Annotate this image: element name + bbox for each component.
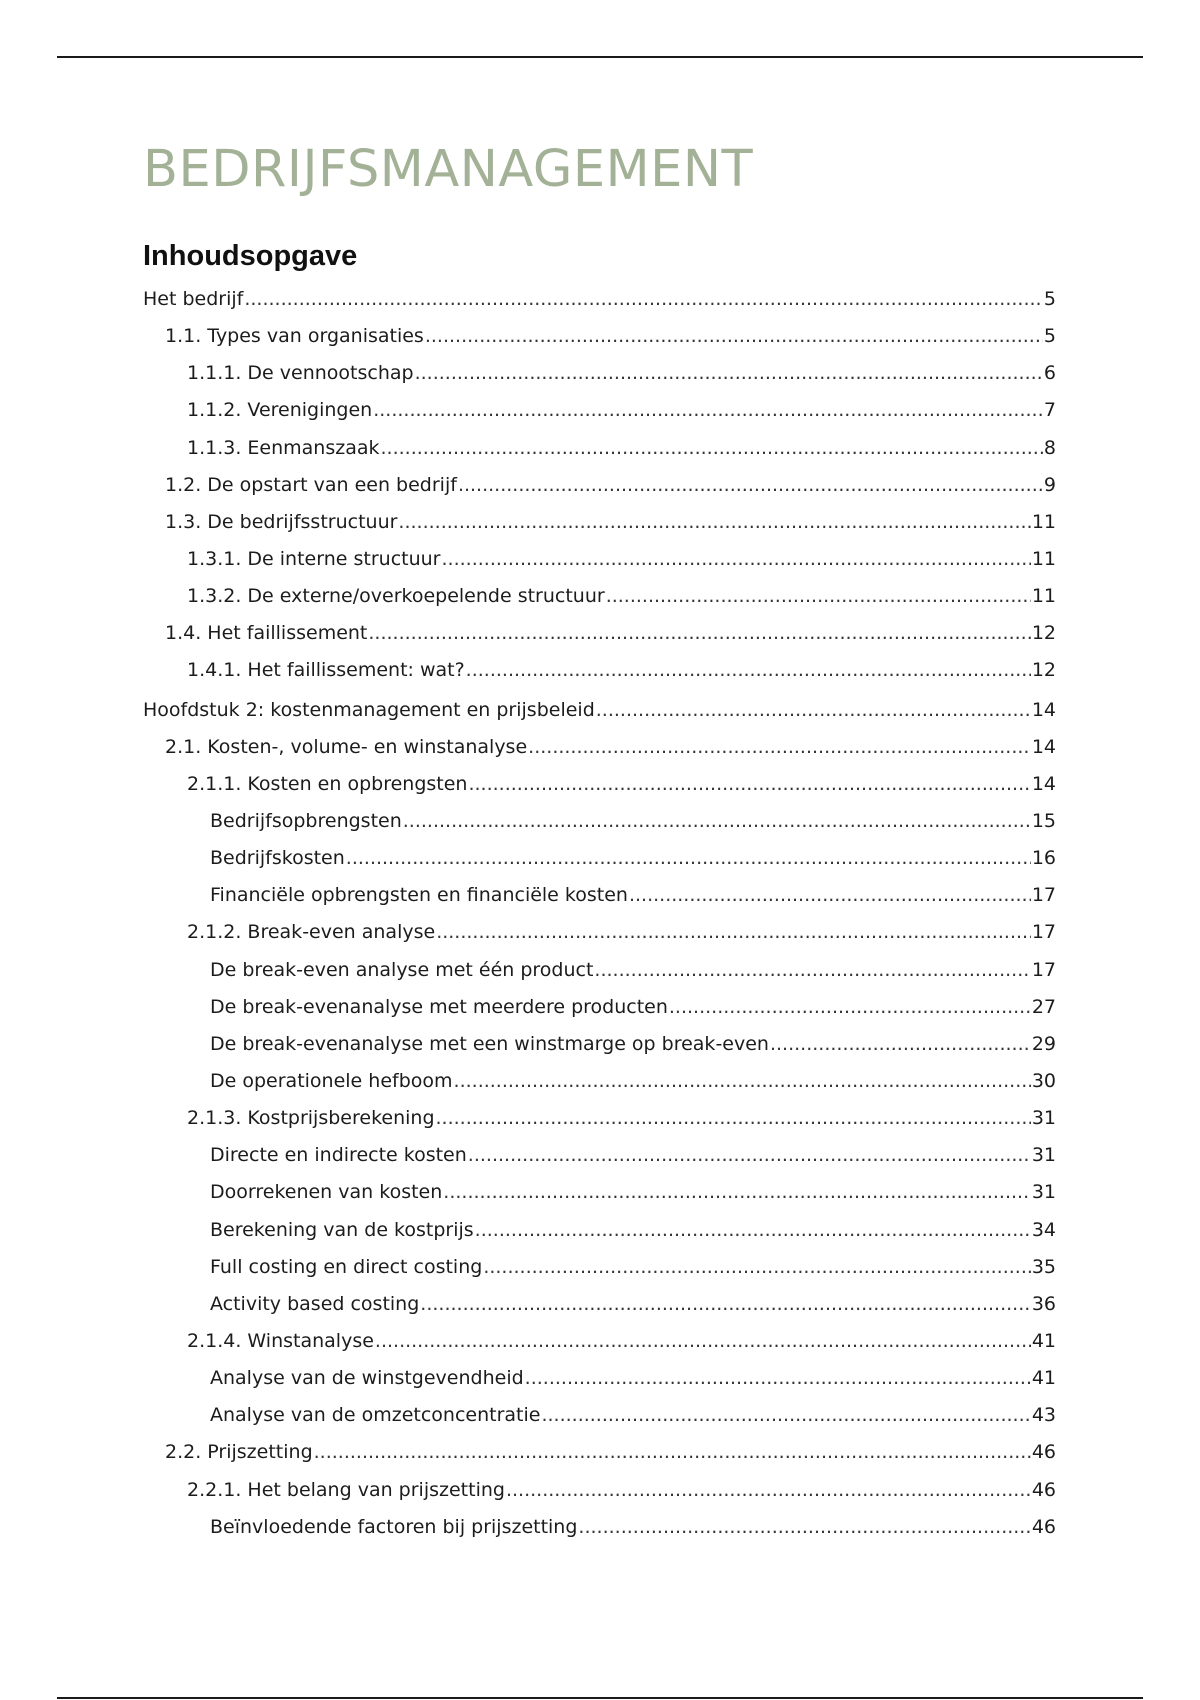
toc-page-number: 9 <box>1043 473 1056 496</box>
toc-entry-title: 2.1. Kosten-, volume- en winstanalyse <box>165 735 528 758</box>
toc-dot-leader <box>436 921 1031 943</box>
toc-entry-title: Directe en indirecte kosten <box>210 1144 467 1167</box>
toc-entry[interactable] <box>143 1330 1056 1367</box>
toc-entry-title: Activity based costing <box>210 1292 420 1315</box>
toc-entry-title: 1.3. De bedrijfsstructuur <box>165 510 398 533</box>
toc-entry-title: Analyse van de omzetconcentratie <box>210 1404 541 1427</box>
toc-dot-leader <box>346 847 1031 869</box>
toc-dot-leader <box>443 1181 1031 1203</box>
toc-dot-leader <box>596 699 1031 721</box>
toc-page-number: 31 <box>1031 1144 1056 1167</box>
toc-entry[interactable] <box>143 1479 1056 1516</box>
toc-page-number: 43 <box>1031 1404 1056 1427</box>
toc-page-number: 17 <box>1031 921 1056 944</box>
toc-dot-leader <box>314 1441 1031 1463</box>
toc-entry-title: Bedrijfsopbrengsten <box>210 809 402 832</box>
toc-entry[interactable] <box>143 1256 1056 1293</box>
toc-entry-title: 1.1.1. De vennootschap <box>187 362 414 385</box>
toc-page-number: 11 <box>1031 510 1056 533</box>
toc-entry[interactable] <box>143 736 1056 773</box>
toc-dot-leader <box>606 585 1031 607</box>
toc-dot-leader <box>528 736 1031 758</box>
toc-dot-leader <box>468 773 1030 795</box>
toc-page-number: 36 <box>1031 1292 1056 1315</box>
toc-dot-leader <box>244 288 1043 310</box>
toc-entry[interactable] <box>143 810 1056 847</box>
toc-page-number: 46 <box>1031 1515 1056 1538</box>
toc-dot-leader <box>594 959 1030 981</box>
toc-page-number: 30 <box>1031 1069 1056 1092</box>
toc-entry-title: Het bedrijf <box>143 288 244 310</box>
toc-entry-title: 2.1.3. Kostprijsberekening <box>187 1107 435 1130</box>
toc-entry[interactable] <box>143 1219 1056 1256</box>
toc-page-number: 12 <box>1031 659 1056 682</box>
toc-dot-leader <box>368 622 1030 644</box>
toc-dot-leader <box>415 362 1043 384</box>
toc-dot-leader <box>442 548 1031 570</box>
toc-page-number: 14 <box>1031 772 1056 795</box>
toc-page-number: 34 <box>1031 1218 1056 1241</box>
toc-entry-title: 2.1.1. Kosten en opbrengsten <box>187 772 468 795</box>
toc-entry[interactable] <box>143 1144 1056 1181</box>
toc-page-number: 17 <box>1031 958 1056 981</box>
toc-page-number: 35 <box>1031 1255 1056 1278</box>
toc-entry[interactable] <box>143 659 1056 696</box>
toc-page-number: 41 <box>1031 1367 1056 1390</box>
toc-entry[interactable] <box>143 847 1056 884</box>
toc-dot-leader <box>578 1516 1030 1538</box>
toc-entry-title: 2.1.2. Break-even analyse <box>187 921 436 944</box>
toc-page-number: 7 <box>1043 399 1056 422</box>
toc-dot-leader <box>425 325 1043 347</box>
toc-page-number: 5 <box>1043 325 1056 348</box>
toc-entry[interactable] <box>143 1404 1056 1441</box>
toc-entry-title: 1.4.1. Het faillissement: wat? <box>187 659 465 682</box>
toc-dot-leader <box>466 659 1031 681</box>
toc-entry[interactable] <box>143 959 1056 996</box>
toc-page-number: 27 <box>1031 995 1056 1018</box>
toc-dot-leader <box>454 1070 1031 1092</box>
toc-entry[interactable] <box>143 585 1056 622</box>
toc-entry[interactable] <box>143 1033 1056 1070</box>
toc-dot-leader <box>629 884 1031 906</box>
toc-page-number: 14 <box>1031 698 1056 721</box>
toc-entry-title: Berekening van de kostprijs <box>210 1218 474 1241</box>
toc-entry-title: 2.2.1. Het belang van prijszetting <box>187 1478 505 1501</box>
toc-dot-leader <box>458 474 1043 496</box>
header-rule <box>57 56 1143 58</box>
toc-dot-leader <box>525 1367 1031 1389</box>
toc-entry[interactable] <box>143 1181 1056 1218</box>
toc-entry-title: 2.1.4. Winstanalyse <box>187 1329 374 1352</box>
toc-dot-leader <box>669 996 1031 1018</box>
toc-page-number: 17 <box>1031 884 1056 907</box>
toc-entry-title: 1.3.2. De externe/overkoepelende structuur <box>187 585 605 608</box>
toc-page-number: 6 <box>1043 362 1056 385</box>
toc-entry[interactable] <box>143 1293 1056 1330</box>
toc-page-number: 29 <box>1031 1032 1056 1055</box>
toc-page-number: 16 <box>1031 847 1056 870</box>
toc-entry[interactable] <box>143 1367 1056 1404</box>
toc-entry-title: Financiële opbrengsten en financiële kosten <box>210 884 628 907</box>
toc-entry-title: Bedrijfskosten <box>210 847 345 870</box>
toc-entry-title: 1.1. Types van organisaties <box>165 325 424 348</box>
toc-dot-leader <box>398 511 1030 533</box>
toc-entry[interactable] <box>143 474 1056 511</box>
toc-dot-leader <box>373 399 1043 421</box>
toc-entry[interactable] <box>143 921 1056 958</box>
toc-page-number: 11 <box>1031 547 1056 570</box>
toc-dot-leader <box>381 437 1043 459</box>
toc-dot-leader <box>770 1033 1031 1055</box>
toc-page-number: 14 <box>1031 735 1056 758</box>
toc-entry[interactable] <box>143 288 1056 325</box>
toc-entry-title: De break-even analyse met één product <box>210 958 594 981</box>
table-of-contents <box>143 288 1056 1553</box>
toc-dot-leader <box>420 1293 1031 1315</box>
toc-entry-title: Hoofdstuk 2: kostenmanagement en prijsbeleid <box>143 698 595 721</box>
toc-entry[interactable] <box>143 548 1056 585</box>
toc-entry-title: Full costing en direct costing <box>210 1255 483 1278</box>
toc-entry[interactable] <box>143 1107 1056 1144</box>
toc-entry[interactable] <box>143 511 1056 548</box>
toc-entry-title: Beïnvloedende factoren bij prijszetting <box>210 1515 578 1538</box>
toc-entry-title: 1.3.1. De interne structuur <box>187 547 441 570</box>
toc-entry[interactable] <box>143 773 1056 810</box>
toc-heading: Inhoudsopgave <box>143 240 358 272</box>
toc-entry-title: 1.4. Het faillissement <box>165 622 368 645</box>
toc-page-number: 41 <box>1031 1329 1056 1352</box>
toc-page-number: 31 <box>1031 1107 1056 1130</box>
toc-entry[interactable] <box>143 1441 1056 1478</box>
toc-page-number: 46 <box>1031 1441 1056 1464</box>
toc-entry-title: De break-evenanalyse met een winstmarge op break-even <box>210 1032 769 1055</box>
toc-page-number: 12 <box>1031 622 1056 645</box>
toc-dot-leader <box>468 1144 1031 1166</box>
toc-page-number: 31 <box>1031 1181 1056 1204</box>
toc-entry[interactable] <box>143 1516 1056 1553</box>
toc-page-number: 8 <box>1043 436 1056 459</box>
toc-page-number: 46 <box>1031 1478 1056 1501</box>
toc-dot-leader <box>541 1404 1030 1426</box>
toc-entry-title: 2.2. Prijszetting <box>165 1441 313 1464</box>
toc-entry-title: De operationele hefboom <box>210 1069 453 1092</box>
toc-dot-leader <box>436 1107 1031 1129</box>
toc-page-number: 15 <box>1031 809 1056 832</box>
toc-page-number: 5 <box>1043 288 1056 310</box>
toc-entry[interactable] <box>143 362 1056 399</box>
toc-entry-title: Doorrekenen van kosten <box>210 1181 443 1204</box>
toc-entry[interactable] <box>143 399 1056 436</box>
toc-entry-title: 1.1.3. Eenmanszaak <box>187 436 380 459</box>
toc-dot-leader <box>475 1219 1031 1241</box>
toc-entry[interactable] <box>143 884 1056 921</box>
toc-entry[interactable] <box>143 996 1056 1033</box>
toc-entry-title: De break-evenanalyse met meerdere producten <box>210 995 668 1018</box>
document-title: BEDRIJFSMANAGEMENT <box>143 140 754 199</box>
toc-entry[interactable] <box>143 699 1056 736</box>
toc-dot-leader <box>483 1256 1031 1278</box>
toc-entry[interactable] <box>143 437 1056 474</box>
toc-entry[interactable] <box>143 1070 1056 1107</box>
toc-entry-title: 1.2. De opstart van een bedrijf <box>165 473 457 496</box>
toc-dot-leader <box>375 1330 1031 1352</box>
footer-rule <box>57 1697 1143 1699</box>
toc-entry[interactable] <box>143 325 1056 362</box>
toc-page-number: 11 <box>1031 585 1056 608</box>
toc-entry-title: Analyse van de winstgevendheid <box>210 1367 524 1390</box>
toc-dot-leader <box>506 1479 1031 1501</box>
toc-entry-title: 1.1.2. Verenigingen <box>187 399 373 422</box>
toc-dot-leader <box>403 810 1031 832</box>
toc-entry[interactable] <box>143 622 1056 659</box>
